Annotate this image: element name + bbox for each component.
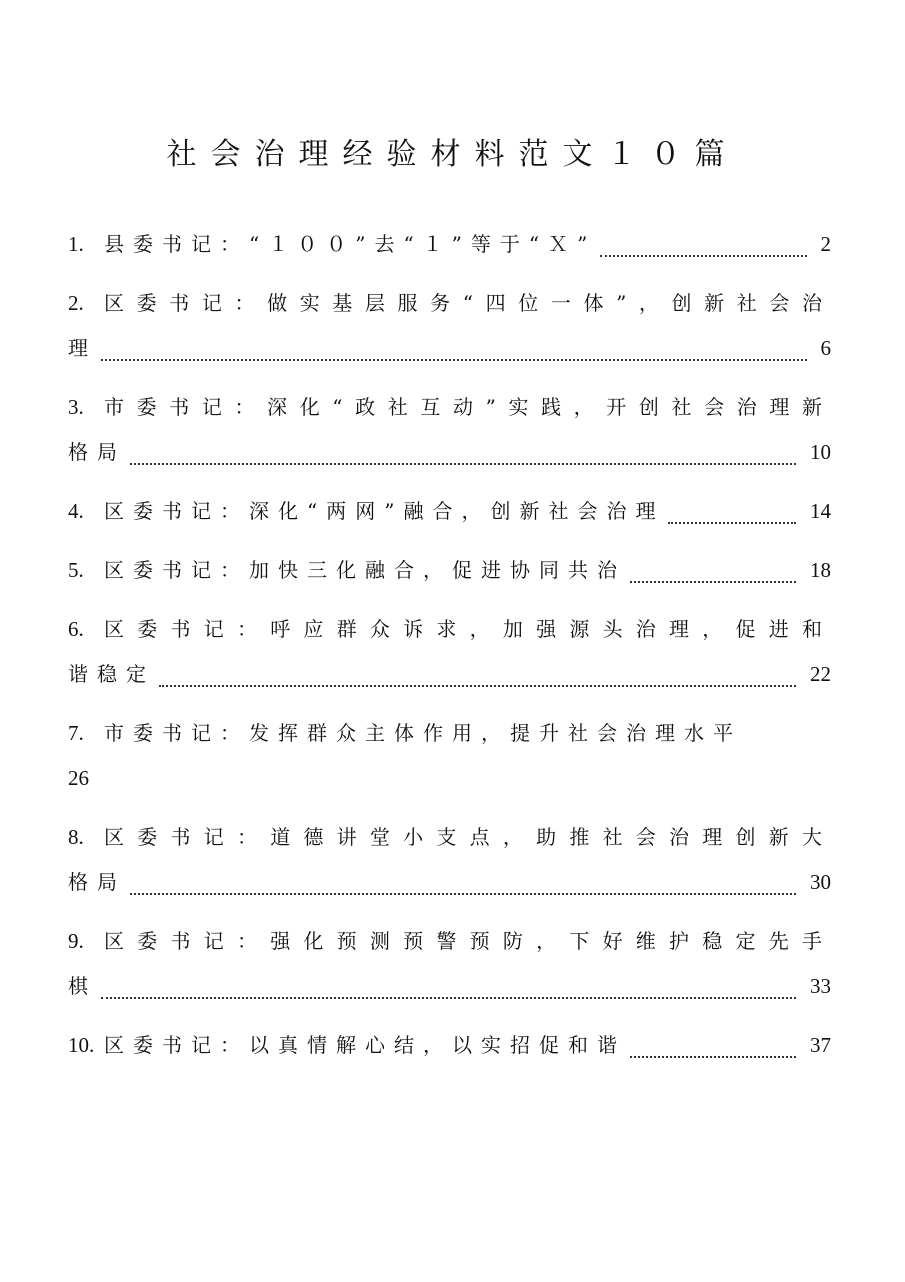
toc-entry-title: 区委书记：强化预测预警预防，下好维护稳定先手 xyxy=(104,929,831,953)
dot-leader xyxy=(101,359,807,361)
toc-entry-title: 市委书记：深化“政社互动”实践，开创社会治理新 xyxy=(104,395,831,419)
toc-entry-title: 市委书记：发挥群众主体作用，提升社会治理水平 xyxy=(104,721,742,745)
toc-entry-title: 区委书记：以真情解心结，以实招促和谐 xyxy=(104,1033,626,1057)
toc-entry-number: 7. xyxy=(68,721,84,745)
toc-entry-page: 18 xyxy=(810,558,831,582)
dot-leader xyxy=(600,255,806,257)
toc-entry-number: 10. xyxy=(68,1033,95,1057)
toc-entry-number: 8. xyxy=(68,825,84,849)
toc-entry-4[interactable] xyxy=(68,489,831,534)
toc-entry-10[interactable] xyxy=(68,1023,831,1068)
dot-leader xyxy=(668,522,796,524)
toc-entry-number: 9. xyxy=(68,929,84,953)
toc-entry-page: 2 xyxy=(820,232,831,256)
dot-leader xyxy=(130,463,796,465)
toc-entry-number: 3. xyxy=(68,395,84,419)
toc-entry-number: 5. xyxy=(68,558,84,582)
toc-entry-page: 14 xyxy=(810,499,831,523)
dot-leader xyxy=(159,685,796,687)
toc-entry-8[interactable] xyxy=(68,815,831,905)
dot-leader xyxy=(630,1056,796,1058)
toc-entry-6[interactable] xyxy=(68,607,831,697)
toc-entry-9[interactable] xyxy=(68,919,831,1009)
page-title: 社会治理经验材料范文１０篇 xyxy=(166,137,739,172)
toc-entry-number: 6. xyxy=(68,617,84,641)
toc-entry-title: 区委书记：道德讲堂小支点，助推社会治理创新大 xyxy=(104,825,831,849)
toc-entry-title: 区委书记：呼应群众诉求，加强源头治理，促进和 xyxy=(104,617,831,641)
toc-entry-page: 26 xyxy=(68,766,89,790)
toc-entry-1[interactable] xyxy=(68,222,831,267)
toc-entry-title-continued: 棋 xyxy=(68,974,97,998)
toc-entry-number: 4. xyxy=(68,499,84,523)
toc-entry-number: 2. xyxy=(68,291,84,315)
toc-entry-7[interactable] xyxy=(68,711,831,801)
toc-entry-5[interactable] xyxy=(68,548,831,593)
toc-entry-number: 1. xyxy=(68,232,84,256)
toc-entry-title-continued: 格局 xyxy=(68,870,126,894)
toc-entry-page: 30 xyxy=(810,870,831,894)
dot-leader xyxy=(101,997,796,999)
toc-entry-title-continued: 格局 xyxy=(68,440,126,464)
toc-entry-page: 37 xyxy=(810,1033,831,1057)
toc-entry-page: 10 xyxy=(810,440,831,464)
toc-entry-2[interactable] xyxy=(68,281,831,371)
toc-entry-3[interactable] xyxy=(68,385,831,475)
toc-entry-title: 区委书记：做实基层服务“四位一体”，创新社会治 xyxy=(104,291,831,315)
table-of-contents xyxy=(68,222,831,1082)
toc-entry-title: 县委书记：“１００”去“１”等于“Ｘ” xyxy=(104,232,597,256)
toc-entry-title-continued: 谐稳定 xyxy=(68,662,155,686)
toc-entry-page: 22 xyxy=(810,662,831,686)
dot-leader xyxy=(630,581,796,583)
toc-entry-title-continued: 理 xyxy=(68,336,97,360)
toc-entry-page: 33 xyxy=(810,974,831,998)
toc-entry-title: 区委书记：深化“两网”融合，创新社会治理 xyxy=(104,499,665,523)
dot-leader xyxy=(130,893,796,895)
toc-entry-page: 6 xyxy=(820,336,831,360)
toc-entry-title: 区委书记：加快三化融合，促进协同共治 xyxy=(104,558,626,582)
